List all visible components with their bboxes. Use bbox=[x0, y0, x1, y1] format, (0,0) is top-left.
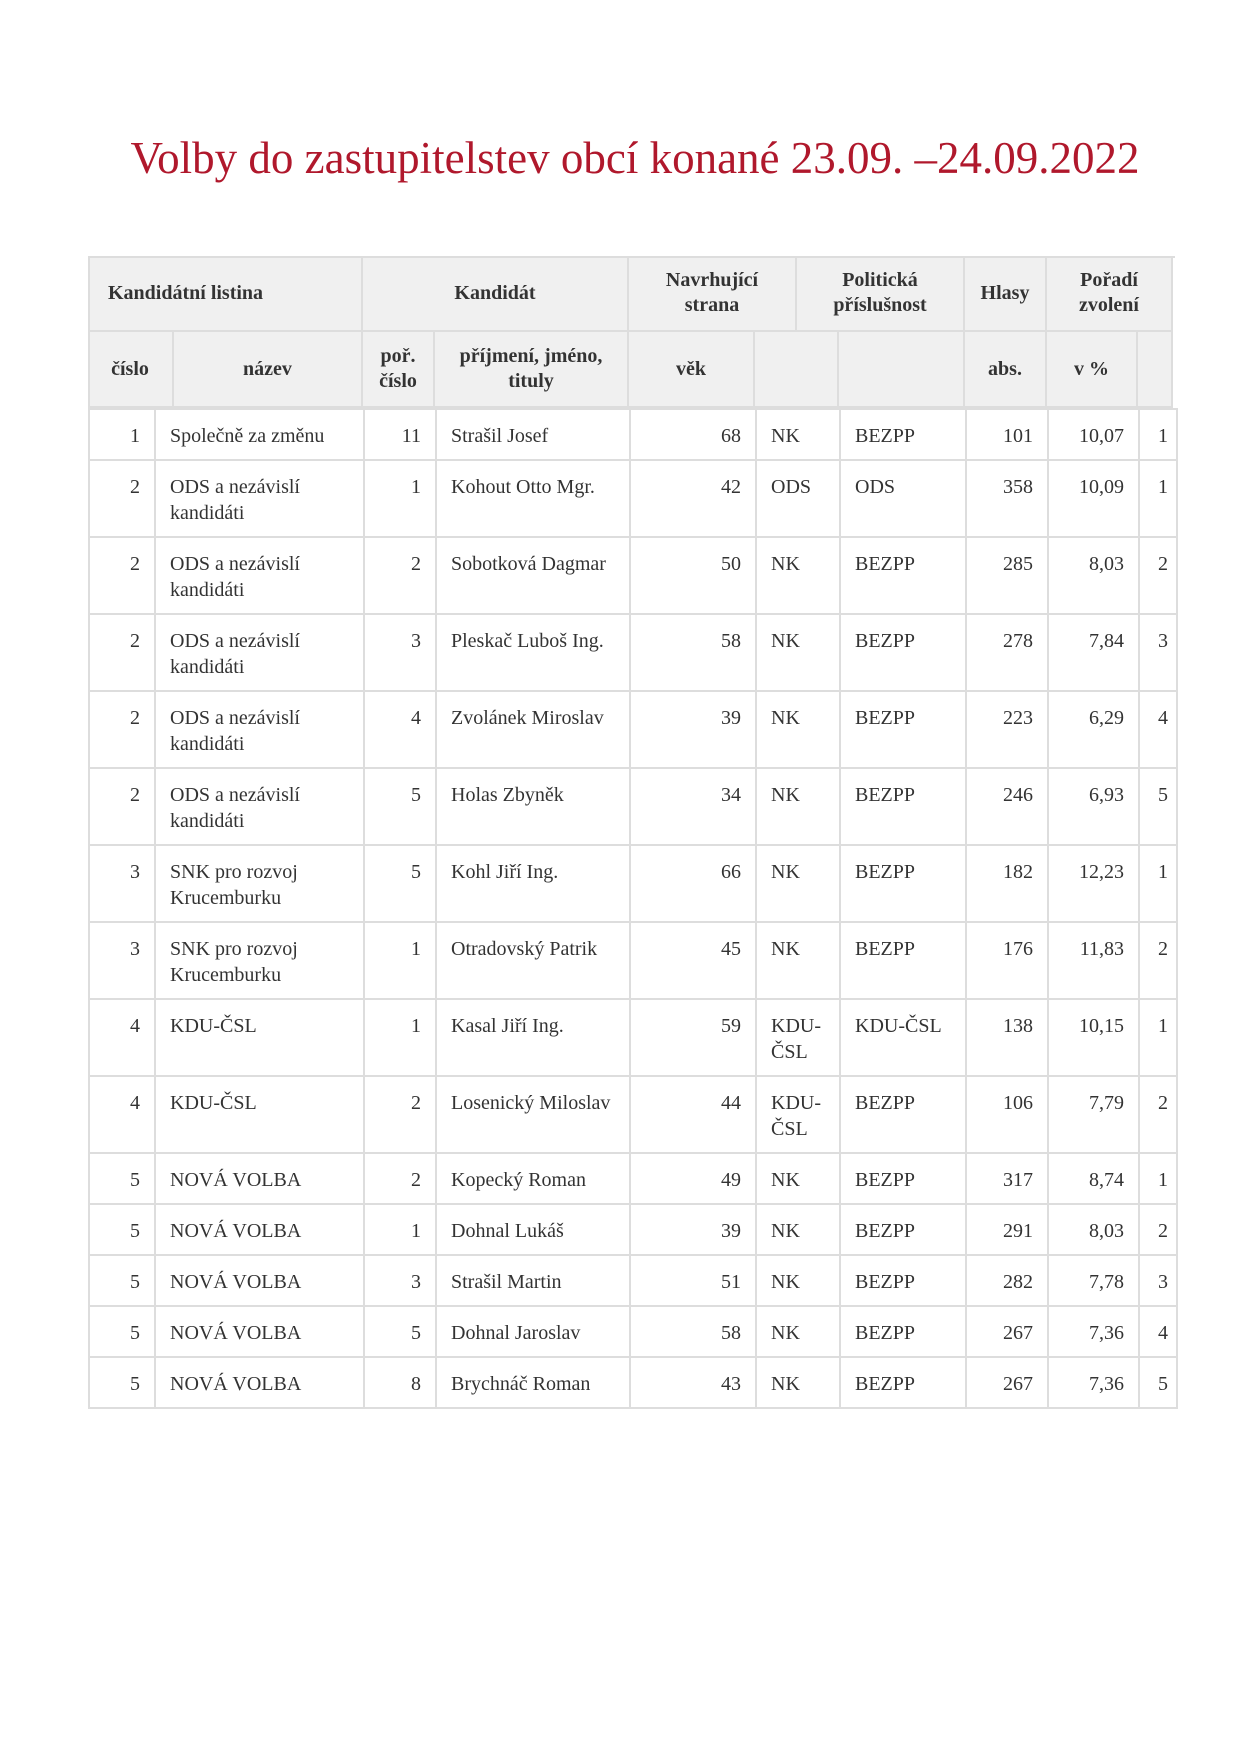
results-table bbox=[88, 408, 1178, 1409]
cell-por-cislo: 3 bbox=[364, 614, 436, 691]
cell-politicka-prislusnost: BEZPP bbox=[840, 845, 966, 922]
header-empty-3 bbox=[1138, 332, 1173, 408]
header-kandidat: Kandidát bbox=[363, 256, 629, 332]
cell-por-cislo: 1 bbox=[364, 460, 436, 537]
cell-vek: 44 bbox=[630, 1076, 756, 1153]
header-kandidatni-listina: Kandidátní listina bbox=[88, 256, 363, 332]
cell-cislo: 5 bbox=[89, 1204, 155, 1255]
cell-poradi: 5 bbox=[1139, 768, 1177, 845]
cell-cislo: 2 bbox=[89, 691, 155, 768]
cell-jmeno: Zvolánek Miroslav bbox=[436, 691, 630, 768]
cell-nazev: ODS a nezávislí kandidáti bbox=[155, 614, 364, 691]
cell-poradi: 2 bbox=[1139, 1204, 1177, 1255]
cell-hlasy-abs: 291 bbox=[966, 1204, 1048, 1255]
cell-vek: 45 bbox=[630, 922, 756, 999]
cell-poradi: 4 bbox=[1139, 1306, 1177, 1357]
cell-jmeno: Kopecký Roman bbox=[436, 1153, 630, 1204]
cell-hlasy-procenta: 10,09 bbox=[1048, 460, 1139, 537]
cell-hlasy-procenta: 10,07 bbox=[1048, 409, 1139, 460]
cell-politicka-prislusnost: BEZPP bbox=[840, 1076, 966, 1153]
cell-hlasy-abs: 285 bbox=[966, 537, 1048, 614]
cell-vek: 66 bbox=[630, 845, 756, 922]
header-v-procentech: v % bbox=[1047, 332, 1138, 408]
cell-vek: 43 bbox=[630, 1357, 756, 1408]
header-prijmeni-jmeno: příjmení, jméno, tituly bbox=[435, 332, 629, 408]
cell-poradi: 2 bbox=[1139, 537, 1177, 614]
cell-por-cislo: 8 bbox=[364, 1357, 436, 1408]
cell-cislo: 2 bbox=[89, 768, 155, 845]
cell-politicka-prislusnost: BEZPP bbox=[840, 614, 966, 691]
cell-navrhujici-strana: NK bbox=[756, 1306, 840, 1357]
cell-navrhujici-strana: ODS bbox=[756, 460, 840, 537]
cell-hlasy-abs: 358 bbox=[966, 460, 1048, 537]
cell-poradi: 1 bbox=[1139, 460, 1177, 537]
cell-navrhujici-strana: NK bbox=[756, 1204, 840, 1255]
cell-jmeno: Kohl Jiří Ing. bbox=[436, 845, 630, 922]
header-nazev: název bbox=[174, 332, 363, 408]
cell-hlasy-procenta: 8,03 bbox=[1048, 537, 1139, 614]
cell-hlasy-abs: 223 bbox=[966, 691, 1048, 768]
table-row bbox=[89, 1357, 1177, 1408]
table-row bbox=[89, 537, 1177, 614]
cell-jmeno: Kasal Jiří Ing. bbox=[436, 999, 630, 1076]
cell-hlasy-abs: 101 bbox=[966, 409, 1048, 460]
cell-poradi: 1 bbox=[1139, 1153, 1177, 1204]
cell-vek: 59 bbox=[630, 999, 756, 1076]
cell-hlasy-procenta: 8,03 bbox=[1048, 1204, 1139, 1255]
cell-jmeno: Sobotková Dagmar bbox=[436, 537, 630, 614]
cell-navrhujici-strana: NK bbox=[756, 768, 840, 845]
cell-nazev: SNK pro rozvoj Krucemburku bbox=[155, 922, 364, 999]
table-row bbox=[89, 1255, 1177, 1306]
header-empty-2 bbox=[839, 332, 965, 408]
cell-por-cislo: 1 bbox=[364, 922, 436, 999]
cell-hlasy-procenta: 7,84 bbox=[1048, 614, 1139, 691]
cell-hlasy-procenta: 11,83 bbox=[1048, 922, 1139, 999]
cell-por-cislo: 5 bbox=[364, 845, 436, 922]
table-row bbox=[89, 409, 1177, 460]
cell-nazev: NOVÁ VOLBA bbox=[155, 1306, 364, 1357]
cell-politicka-prislusnost: BEZPP bbox=[840, 922, 966, 999]
cell-jmeno: Dohnal Lukáš bbox=[436, 1204, 630, 1255]
cell-cislo: 2 bbox=[89, 614, 155, 691]
cell-nazev: NOVÁ VOLBA bbox=[155, 1204, 364, 1255]
cell-navrhujici-strana: NK bbox=[756, 845, 840, 922]
cell-cislo: 1 bbox=[89, 409, 155, 460]
cell-cislo: 5 bbox=[89, 1255, 155, 1306]
cell-nazev: ODS a nezávislí kandidáti bbox=[155, 537, 364, 614]
cell-poradi: 1 bbox=[1139, 845, 1177, 922]
cell-navrhujici-strana: NK bbox=[756, 1255, 840, 1306]
cell-navrhujici-strana: NK bbox=[756, 922, 840, 999]
table-row bbox=[89, 768, 1177, 845]
cell-politicka-prislusnost: BEZPP bbox=[840, 1153, 966, 1204]
cell-hlasy-procenta: 7,79 bbox=[1048, 1076, 1139, 1153]
cell-hlasy-abs: 246 bbox=[966, 768, 1048, 845]
cell-nazev: NOVÁ VOLBA bbox=[155, 1255, 364, 1306]
cell-poradi: 1 bbox=[1139, 999, 1177, 1076]
cell-jmeno: Losenický Miloslav bbox=[436, 1076, 630, 1153]
cell-hlasy-procenta: 6,29 bbox=[1048, 691, 1139, 768]
cell-hlasy-abs: 282 bbox=[966, 1255, 1048, 1306]
cell-cislo: 5 bbox=[89, 1153, 155, 1204]
cell-politicka-prislusnost: BEZPP bbox=[840, 1204, 966, 1255]
cell-cislo: 5 bbox=[89, 1357, 155, 1408]
cell-poradi: 5 bbox=[1139, 1357, 1177, 1408]
cell-vek: 34 bbox=[630, 768, 756, 845]
cell-politicka-prislusnost: BEZPP bbox=[840, 1357, 966, 1408]
cell-por-cislo: 2 bbox=[364, 1076, 436, 1153]
cell-navrhujici-strana: KDU-ČSL bbox=[756, 1076, 840, 1153]
cell-cislo: 5 bbox=[89, 1306, 155, 1357]
cell-hlasy-procenta: 7,36 bbox=[1048, 1357, 1139, 1408]
cell-hlasy-procenta: 10,15 bbox=[1048, 999, 1139, 1076]
cell-nazev: KDU-ČSL bbox=[155, 999, 364, 1076]
cell-por-cislo: 5 bbox=[364, 768, 436, 845]
cell-jmeno: Brychnáč Roman bbox=[436, 1357, 630, 1408]
header-por-cislo: poř. číslo bbox=[363, 332, 435, 408]
cell-por-cislo: 2 bbox=[364, 537, 436, 614]
cell-hlasy-abs: 317 bbox=[966, 1153, 1048, 1204]
cell-navrhujici-strana: NK bbox=[756, 409, 840, 460]
page-title: Volby do zastupitelstev obcí konané 23.09. –24.09.2022 bbox=[130, 133, 1140, 183]
cell-politicka-prislusnost: BEZPP bbox=[840, 409, 966, 460]
cell-vek: 58 bbox=[630, 614, 756, 691]
cell-navrhujici-strana: NK bbox=[756, 614, 840, 691]
cell-hlasy-abs: 267 bbox=[966, 1306, 1048, 1357]
cell-poradi: 2 bbox=[1139, 922, 1177, 999]
cell-hlasy-procenta: 7,36 bbox=[1048, 1306, 1139, 1357]
cell-vek: 50 bbox=[630, 537, 756, 614]
header-poradi-zvoleni: Pořadí zvolení bbox=[1047, 256, 1173, 332]
cell-hlasy-procenta: 12,23 bbox=[1048, 845, 1139, 922]
cell-por-cislo: 11 bbox=[364, 409, 436, 460]
cell-cislo: 3 bbox=[89, 845, 155, 922]
cell-por-cislo: 3 bbox=[364, 1255, 436, 1306]
cell-hlasy-abs: 176 bbox=[966, 922, 1048, 999]
cell-politicka-prislusnost: ODS bbox=[840, 460, 966, 537]
cell-cislo: 4 bbox=[89, 1076, 155, 1153]
cell-jmeno: Otradovský Patrik bbox=[436, 922, 630, 999]
cell-vek: 68 bbox=[630, 409, 756, 460]
cell-hlasy-procenta: 7,78 bbox=[1048, 1255, 1139, 1306]
header-hlasy: Hlasy bbox=[965, 256, 1047, 332]
cell-nazev: NOVÁ VOLBA bbox=[155, 1357, 364, 1408]
table-row bbox=[89, 614, 1177, 691]
cell-nazev: SNK pro rozvoj Krucemburku bbox=[155, 845, 364, 922]
header-abs: abs. bbox=[965, 332, 1047, 408]
cell-poradi: 3 bbox=[1139, 614, 1177, 691]
table-row bbox=[89, 1076, 1177, 1153]
cell-vek: 39 bbox=[630, 1204, 756, 1255]
cell-nazev: KDU-ČSL bbox=[155, 1076, 364, 1153]
cell-por-cislo: 1 bbox=[364, 999, 436, 1076]
cell-por-cislo: 5 bbox=[364, 1306, 436, 1357]
cell-poradi: 4 bbox=[1139, 691, 1177, 768]
table-row bbox=[89, 691, 1177, 768]
header-cislo: číslo bbox=[88, 332, 174, 408]
cell-navrhujici-strana: NK bbox=[756, 537, 840, 614]
cell-hlasy-procenta: 6,93 bbox=[1048, 768, 1139, 845]
cell-vek: 42 bbox=[630, 460, 756, 537]
cell-por-cislo: 2 bbox=[364, 1153, 436, 1204]
cell-navrhujici-strana: NK bbox=[756, 1357, 840, 1408]
cell-politicka-prislusnost: KDU-ČSL bbox=[840, 999, 966, 1076]
table-row bbox=[89, 845, 1177, 922]
cell-cislo: 2 bbox=[89, 460, 155, 537]
header-navrhujici-strana: Navrhující strana bbox=[629, 256, 797, 332]
cell-poradi: 2 bbox=[1139, 1076, 1177, 1153]
header-vek: věk bbox=[629, 332, 755, 408]
cell-politicka-prislusnost: BEZPP bbox=[840, 768, 966, 845]
cell-nazev: Společně za změnu bbox=[155, 409, 364, 460]
cell-hlasy-abs: 106 bbox=[966, 1076, 1048, 1153]
cell-cislo: 2 bbox=[89, 537, 155, 614]
cell-navrhujici-strana: NK bbox=[756, 691, 840, 768]
cell-navrhujici-strana: KDU-ČSL bbox=[756, 999, 840, 1076]
cell-hlasy-abs: 182 bbox=[966, 845, 1048, 922]
cell-poradi: 3 bbox=[1139, 1255, 1177, 1306]
cell-por-cislo: 1 bbox=[364, 1204, 436, 1255]
cell-cislo: 3 bbox=[89, 922, 155, 999]
cell-por-cislo: 4 bbox=[364, 691, 436, 768]
table-header bbox=[88, 256, 1175, 408]
cell-jmeno: Pleskač Luboš Ing. bbox=[436, 614, 630, 691]
cell-politicka-prislusnost: BEZPP bbox=[840, 1255, 966, 1306]
table-row bbox=[89, 1306, 1177, 1357]
table-row bbox=[89, 1204, 1177, 1255]
header-empty-1 bbox=[755, 332, 839, 408]
cell-nazev: ODS a nezávislí kandidáti bbox=[155, 768, 364, 845]
cell-hlasy-abs: 278 bbox=[966, 614, 1048, 691]
table-row bbox=[89, 1153, 1177, 1204]
cell-cislo: 4 bbox=[89, 999, 155, 1076]
cell-jmeno: Holas Zbyněk bbox=[436, 768, 630, 845]
cell-vek: 51 bbox=[630, 1255, 756, 1306]
cell-navrhujici-strana: NK bbox=[756, 1153, 840, 1204]
cell-hlasy-procenta: 8,74 bbox=[1048, 1153, 1139, 1204]
table-row bbox=[89, 460, 1177, 537]
cell-poradi: 1 bbox=[1139, 409, 1177, 460]
cell-hlasy-abs: 267 bbox=[966, 1357, 1048, 1408]
cell-politicka-prislusnost: BEZPP bbox=[840, 1306, 966, 1357]
header-politicka-prislusnost: Politická příslušnost bbox=[797, 256, 965, 332]
cell-politicka-prislusnost: BEZPP bbox=[840, 537, 966, 614]
cell-nazev: ODS a nezávislí kandidáti bbox=[155, 460, 364, 537]
cell-vek: 49 bbox=[630, 1153, 756, 1204]
cell-jmeno: Dohnal Jaroslav bbox=[436, 1306, 630, 1357]
table-row bbox=[89, 999, 1177, 1076]
cell-jmeno: Strašil Josef bbox=[436, 409, 630, 460]
cell-hlasy-abs: 138 bbox=[966, 999, 1048, 1076]
cell-nazev: NOVÁ VOLBA bbox=[155, 1153, 364, 1204]
table-row bbox=[89, 922, 1177, 999]
cell-vek: 58 bbox=[630, 1306, 756, 1357]
cell-politicka-prislusnost: BEZPP bbox=[840, 691, 966, 768]
cell-jmeno: Strašil Martin bbox=[436, 1255, 630, 1306]
cell-nazev: ODS a nezávislí kandidáti bbox=[155, 691, 364, 768]
cell-jmeno: Kohout Otto Mgr. bbox=[436, 460, 630, 537]
cell-vek: 39 bbox=[630, 691, 756, 768]
